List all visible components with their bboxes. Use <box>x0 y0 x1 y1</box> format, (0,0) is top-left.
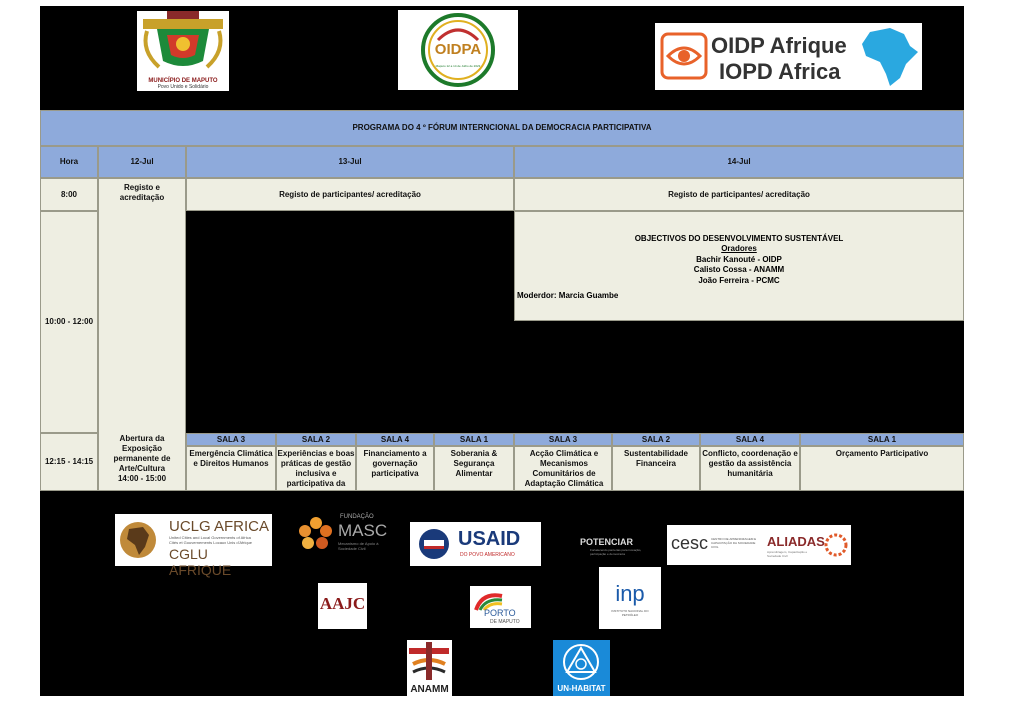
anamm-emblem-icon <box>409 642 449 682</box>
masc-logo <box>296 511 392 559</box>
potenciar-logo <box>570 533 650 559</box>
uclg-line2: United Cities and Local Governments of Africa <box>169 535 251 540</box>
sdg-speaker: Calisto Cossa - ANAMM <box>693 265 785 275</box>
programme-title: PROGRAMA DO 4 º FÓRUM INTERNCIONAL DA DEMOCRACIA PARTICIPATIVA <box>40 110 964 146</box>
day1-registo: Registo e acreditação <box>119 183 165 202</box>
registo-14-jul: Registo de participantes/ acreditação <box>514 178 964 211</box>
cesc-aliadas-logo <box>667 525 851 565</box>
session-room: SALA 1 <box>800 433 964 446</box>
uclg-line4: CGLU AFRIQUE <box>169 546 232 578</box>
anamm-text: ANAMM <box>410 684 449 695</box>
oidpa-logo-dates: Maputo 12 a 14 de Julho de 2023 <box>435 64 481 68</box>
cesc-text: cesc <box>671 533 709 553</box>
session-title: Conflicto, coordenação e gestão da assistência humanitária <box>700 446 800 491</box>
session-room: SALA 4 <box>356 433 434 446</box>
day1-header: 12-Jul <box>98 146 186 178</box>
session-title: Financiamento a governação participativa <box>356 446 434 491</box>
day1-abertura: Abertura da Exposição permanente de Arte/Cultura 14:00 - 15:00 <box>113 434 171 483</box>
uclg-line1: UCLG AFRICA <box>169 518 270 535</box>
masc-line1: FUNDAÇÃO <box>340 514 374 520</box>
session-title: Orçamento Participativo <box>800 446 964 491</box>
uclg-line3: Cités et Gouvernements Locaux Unis d'Afrique <box>169 540 253 545</box>
maputo-logo-motto: Povo Unido e Solidário <box>157 84 209 90</box>
day1-column <box>98 178 186 491</box>
porto-maputo-logo <box>470 586 531 628</box>
un-wreath-icon <box>561 642 601 682</box>
eye-icon <box>660 32 708 80</box>
maputo-logo-text: MUNICÍPIO DE MAPUTO <box>148 78 218 84</box>
masc-line2: MASC <box>338 521 388 540</box>
session-title: Sustentabilidade Financeira <box>612 446 700 491</box>
usaid-line1: USAID <box>458 528 521 550</box>
un-habitat-text: UN-HABITAT <box>557 684 606 693</box>
inp-logo <box>599 567 661 629</box>
aajc-text: AAJC <box>319 594 366 613</box>
session-room: SALA 3 <box>186 433 276 446</box>
un-habitat-logo <box>553 640 610 696</box>
session-room: SALA 3 <box>514 433 612 446</box>
africa-map-icon <box>860 26 920 88</box>
potenciar-line1: POTENCIAR <box>580 537 634 547</box>
potenciar-line2: Fortalecendo parcerias para inovação, participação e democracia <box>590 548 642 556</box>
session-room: SALA 4 <box>700 433 800 446</box>
porto-line2: DE MAPUTO <box>490 619 520 625</box>
masc-flower-icon <box>298 515 334 551</box>
oidp-afrique-line1: OIDP Afrique <box>711 33 847 58</box>
session-title: Emergência Climática e Direitos Humanos <box>186 446 276 491</box>
session-room: SALA 1 <box>434 433 514 446</box>
session-room: SALA 2 <box>612 433 700 446</box>
session-title: Experiências e boas práticas de gestão inclusiva e participativa da <box>276 446 356 491</box>
masc-line3: Mecanismo de Apoio à Sociedade Civil <box>338 541 379 551</box>
time-12-14: 12:15 - 14:15 <box>40 433 98 491</box>
hora-header: Hora <box>40 146 98 178</box>
aliadas-sub: Aprendizagem, Capacitação e Sociedade Civil <box>767 550 808 558</box>
porto-line1: PORTO <box>484 608 516 618</box>
usaid-line2: DO POVO AMERICANO <box>460 552 515 558</box>
maputo-municipality-logo <box>137 11 229 91</box>
oidp-afrique-logo <box>655 23 922 90</box>
usaid-logo <box>410 522 541 566</box>
aliadas-text: ALIADAS <box>767 534 825 549</box>
day2-header: 13-Jul <box>186 146 514 178</box>
oidpa-logo <box>398 10 518 90</box>
programme-page <box>40 6 964 696</box>
maputo-crest-icon <box>137 11 229 73</box>
africa-globe-icon <box>117 519 159 561</box>
uclg-africa-logo <box>115 514 272 578</box>
sdg-speaker: Bachir Kanouté - OIDP <box>696 254 782 264</box>
aajc-logo <box>318 583 367 629</box>
oidpa-logo-text: OIDPA <box>434 41 482 58</box>
inp-line2: INSTITUTO NACIONAL DO PETRÓLEO <box>611 609 649 617</box>
aliadas-circle-icon <box>825 530 847 560</box>
time-8-00: 8:00 <box>40 178 98 211</box>
registo-13-jul: Registo de participantes/ acreditação <box>186 178 514 211</box>
time-10-12: 10:00 - 12:00 <box>40 211 98 433</box>
sdg-speakers-label: Oradores <box>721 244 757 254</box>
day3-header: 14-Jul <box>514 146 964 178</box>
sdg-speaker: João Ferreira - PCMC <box>698 275 780 285</box>
sdg-session <box>514 211 964 321</box>
sdg-moderator: Moderdor: Marcia Guambe <box>517 291 619 300</box>
session-title: Soberania & Segurança Alimentar <box>434 446 514 491</box>
cesc-sub: CENTRO DE APRENDIZAGEM E CAPACITAÇÃO DA SOCIEDADE CIVIL <box>711 537 757 549</box>
sdg-title: OBJECTIVOS DO DESENVOLVIMENTO SUSTENTÁVEL <box>634 234 844 243</box>
session-room: SALA 2 <box>276 433 356 446</box>
inp-line1: inp <box>615 581 645 606</box>
oidp-afrique-line2: IOPD Africa <box>719 59 841 84</box>
usaid-seal-icon <box>418 528 450 560</box>
session-title: Acção Climática e Mecanismos Comunitários de Adaptação Climática <box>514 446 612 491</box>
anamm-logo <box>407 640 452 696</box>
